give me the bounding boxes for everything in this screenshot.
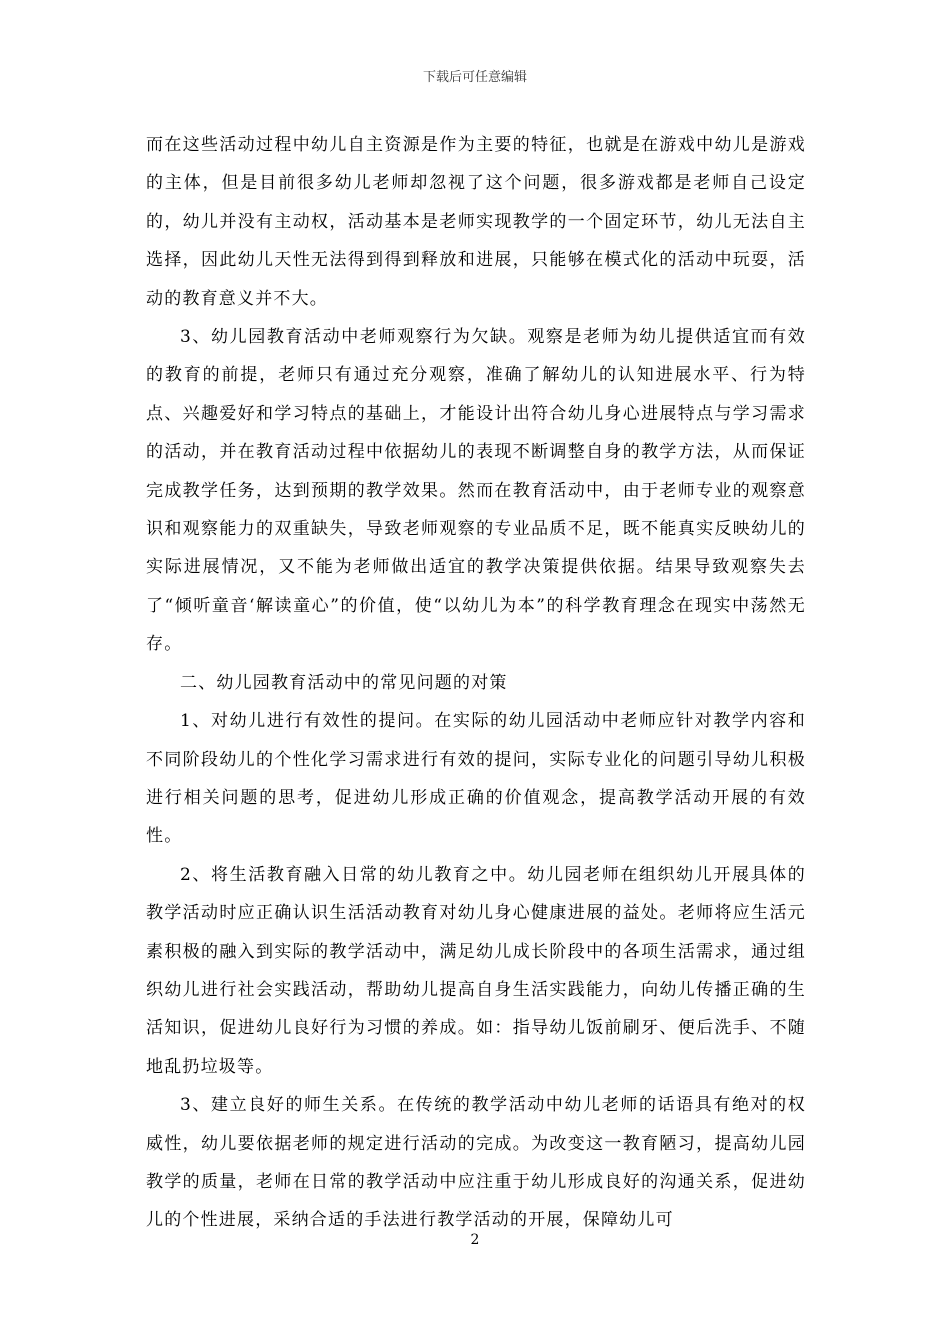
body-text bbox=[146, 126, 806, 1240]
section-heading: 二、幼儿园教育活动中的常见问题的对策 bbox=[180, 672, 508, 693]
paragraph-3: 1、对幼儿进行有效性的提问。在实际的幼儿园活动中老师应针对教学内容和不同阶段幼儿的个性化学习需求进行有效的提问，实际专业化的问题引导幼儿积极进行相关问题的思考，促进幼儿形成正确的价值观念，提高教学活动开展的有效性。 bbox=[146, 711, 806, 847]
paragraph-2: 3、幼儿园教育活动中老师观察行为欠缺。观察是老师为幼儿提供适宜而有效的教育的前提，老师只有通过充分观察，准确了解幼儿的认知进展水平、行为特点、兴趣爱好和学习特点的基础上，才能设计出符合幼儿身心进展特点与学习需求的活动，并在教育活动过程中依据幼儿的表现不断调整自身的教学方法，从而保证完成教学任务，达到预期的教学效果。然而在教育活动中，由于老师专业的观察意识和观察能力的双重缺失，导致老师观察的专业品质不足，既不能真实反映幼儿的实际进展情况，又不能为老师做出适宜的教学决策提供依据。结果导致观察失去了“倾听童音‘解读童心”的价值，使“以幼儿为本”的科学教育理念在现实中荡然无存。 bbox=[146, 327, 806, 655]
paragraph-4: 2、将生活教育融入日常的幼儿教育之中。幼儿园老师在组织幼儿开展具体的教学活动时应正确认识生活活动教育对幼儿身心健康进展的益处。老师将应生活元素积极的融入到实际的教学活动中，满足幼儿成长阶段中的各项生活需求，通过组织幼儿进行社会实践活动，帮助幼儿提高自身生活实践能力，向幼儿传播正确的生活知识，促进幼儿良好行为习惯的养成。如：指导幼儿饭前刷牙、便后洗手、不随地乱扔垃圾等。 bbox=[146, 864, 806, 1077]
page-number: 2 bbox=[470, 1232, 480, 1248]
page-header: 下载后可任意编辑 bbox=[422, 70, 527, 85]
paragraph-1: 而在这些活动过程中幼儿自主资源是作为主要的特征，也就是在游戏中幼儿是游戏的主体，但是目前很多幼儿老师却忽视了这个问题，很多游戏都是老师自己设定的，幼儿并没有主动权，活动基本是老师实现教学的一个固定环节，幼儿无法自主选择，因此幼儿天性无法得到得到释放和进展，只能够在模式化的活动中玩耍，活动的教育意义并不大。 bbox=[146, 135, 806, 309]
paragraph-5: 3、建立良好的师生关系。在传统的教学活动中幼儿老师的话语具有绝对的权威性，幼儿要依据老师的规定进行活动的完成。为改变这一教育陋习，提高幼儿园教学的质量，老师在日常的教学活动中应注重于幼儿形成良好的沟通关系，促进幼儿的个性进展，采纳合适的手法进行教学活动的开展，保障幼儿可 bbox=[146, 1095, 806, 1231]
